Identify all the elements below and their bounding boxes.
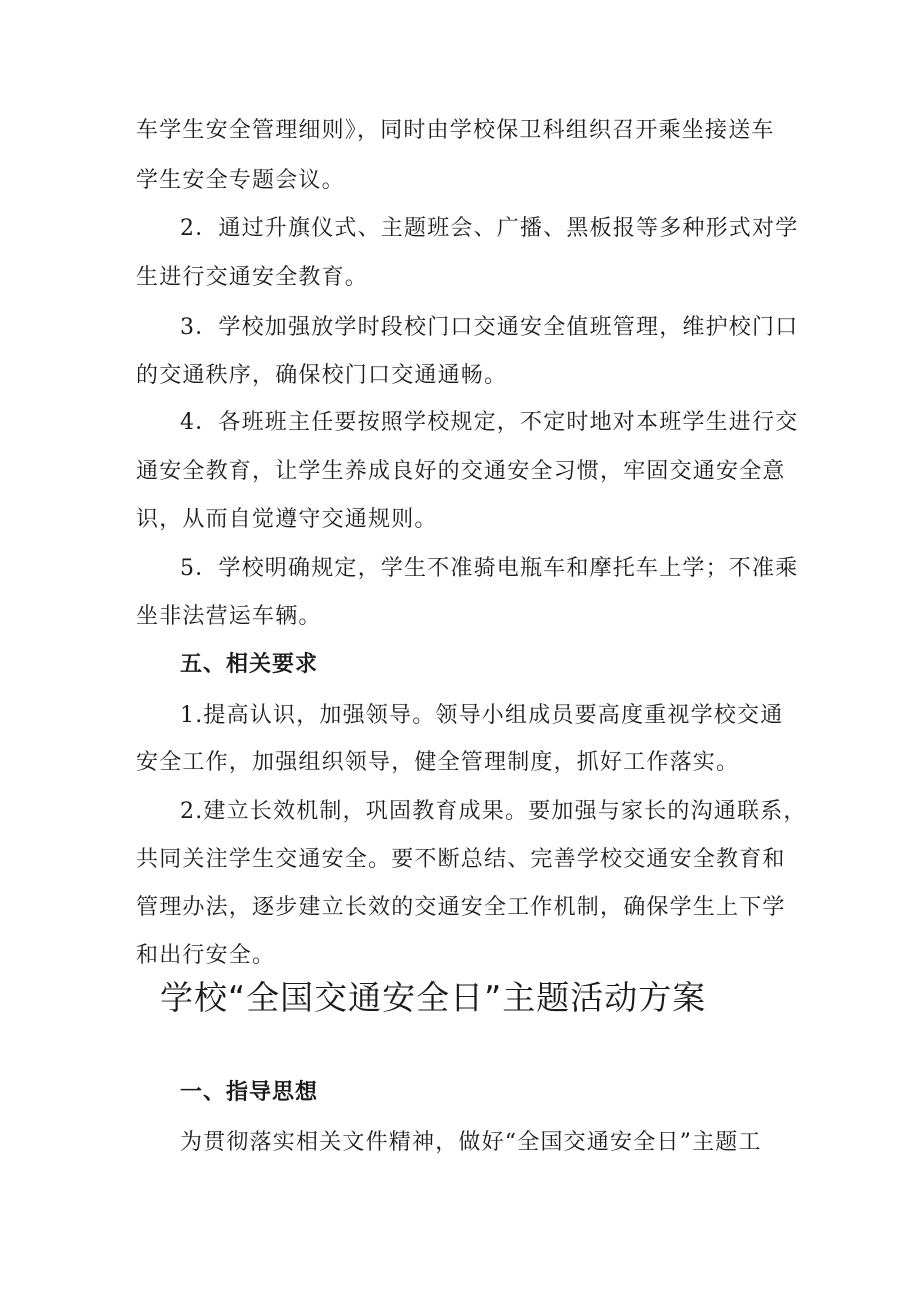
text-line: 学生安全专题会议。 (136, 168, 345, 193)
text-line: 坐非法营运车辆。 (136, 604, 322, 629)
text-line: 的交通秩序，确保校门口交通通畅。 (136, 363, 508, 388)
text-line: 安全工作，加强组织领导，健全管理制度，抓好工作落实。 (136, 750, 740, 775)
text-line: 识，从而自觉遵守交通规则。 (136, 507, 438, 532)
list-item-3: 3．学校加强放学时段校门口交通安全值班管理，维护校门口 (180, 315, 799, 340)
text-line: 共同关注学生交通安全。要不断总结、完善学校交通安全教育和 (136, 847, 786, 872)
text-line: 车学生安全管理细则》，同时由学校保卫科组织召开乘坐接送车 (136, 118, 775, 143)
text-line: 为贯彻落实相关文件精神，做好“全国交通安全日”主题工 (180, 1130, 762, 1155)
text-line: 和出行安全。 (136, 943, 276, 968)
list-item-4: 4．各班班主任要按照学校规定，不定时地对本班学生进行交 (180, 410, 799, 435)
section-heading-guiding-ideology: 一、指导思想 (180, 1080, 319, 1105)
requirement-item-2: 2.建立长效机制，巩固教育成果。要加强与家长的沟通联系， (180, 799, 807, 824)
section-heading-requirements: 五、相关要求 (180, 652, 319, 677)
requirement-item-1: 1.提高认识，加强领导。领导小组成员要高度重视学校交通 (180, 703, 784, 728)
list-item-5: 5．学校明确规定，学生不准骑电瓶车和摩托车上学；不准乘 (180, 556, 799, 581)
text-line: 通安全教育，让学生养成良好的交通安全习惯，牢固交通安全意 (136, 459, 786, 484)
list-item-2: 2．通过升旗仪式、主题班会、广播、黑板报等多种形式对学 (180, 216, 799, 241)
document-title: 学校“全国交通安全日”主题活动方案 (160, 978, 707, 1017)
text-line: 生进行交通安全教育。 (136, 265, 369, 290)
text-line: 管理办法，逐步建立长效的交通安全工作机制，确保学生上下学 (136, 895, 786, 920)
